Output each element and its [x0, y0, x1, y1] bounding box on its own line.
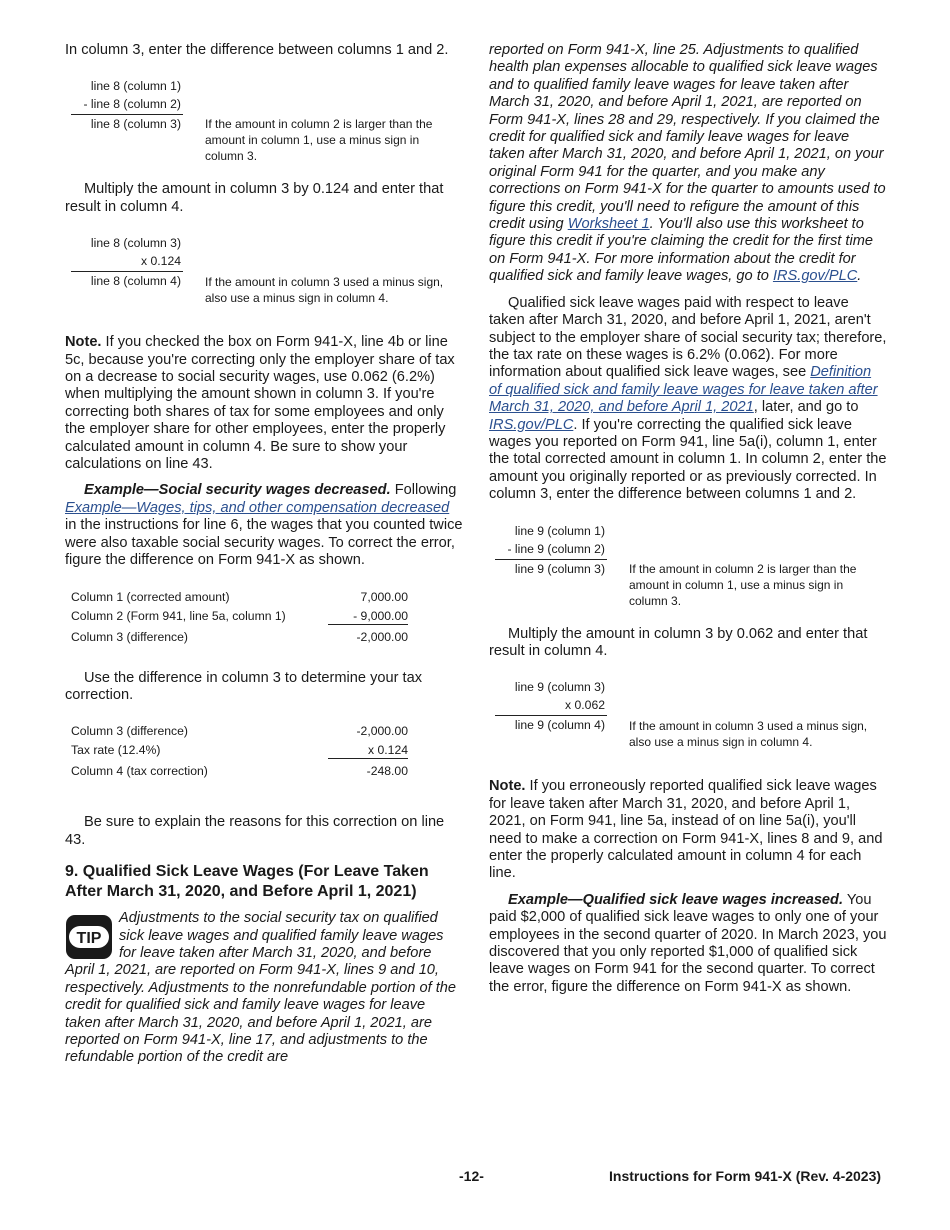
calc-table-line9-mult	[489, 678, 887, 758]
row-desc: Column 3 (difference)	[71, 629, 188, 644]
paragraph: Be sure to explain the reasons for this correction on line 43.	[65, 814, 445, 848]
row-desc: Column 2 (Form 941, line 5a, column 1)	[71, 608, 286, 623]
paragraph	[489, 295, 887, 504]
calc-line: line 9 (column 3)	[514, 561, 605, 576]
calc-line: line 9 (column 4)	[514, 718, 605, 733]
irs-plc-link[interactable]: IRS.gov/PLC	[772, 268, 858, 285]
paragraph: Multiply the amount in column 3 by 0.062 and enter that result in column 4.	[489, 625, 868, 659]
row-desc: Tax rate (12.4%)	[71, 743, 161, 758]
row-desc: Column 1 (corrected amount)	[71, 589, 230, 604]
note-text: If you erroneously reported qualified sick leave wages for leave taken after March 31, 2020, and before April 1, 2021, on Form 941, line 5a, instead of on line 5a(i), you'll need to make a correction on Form 941-X, lines 8 and 9, and enter the properly calculated amount in column 4 for each line.	[489, 778, 883, 882]
calc-line: x 0.124	[141, 254, 181, 269]
table-row	[65, 722, 408, 740]
tip-continuation	[489, 42, 887, 286]
tip-cont-text: reported on Form 941-X, line 25. Adjustments to qualified health plan expenses allocable to qualified sick leave wages and to qualified family leave wages for leave taken after March 31, 2020, and before April 1, 2021, are reported on Form 941-X, lines 28 and 29, respectively. If you claimed the credit for qualified sick and family leave wages for leave taken after March 31, 2020, and before April 1, 2021, on your original Form 941 for the quarter, and you make any corrections on Form 941-X for the quarter to amounts used to figure this credit, you'll need to refigure the amount of this credit using	[489, 42, 886, 233]
note-label: Note.	[489, 778, 526, 795]
tip-box	[65, 910, 463, 1067]
paragraph: Multiply the amount in column 3 by 0.124 and enter that result in column 4.	[65, 181, 444, 215]
calc-line: line 8 (column 3)	[90, 236, 181, 251]
row-value: x 0.124	[328, 741, 408, 759]
tip-cont-text: .	[857, 268, 862, 285]
paragraph-text: . If you're correcting the qualified sick leave wages you reported on Form 941, line 5a(i), column 1, enter the total corrected amount in column 1. In column 2, enter the amount you originally reported or as previously corrected. In column 3, enter the difference between columns 1 and 2.	[489, 416, 887, 503]
calc-note: If the amount in column 2 is larger than the amount in column 1, use a minus sign in column 3.	[629, 561, 857, 608]
calc-line: line 9 (column 3)	[514, 680, 605, 695]
paragraph-text: , later, and go to	[753, 399, 859, 416]
calc-line: line 8 (column 3)	[90, 117, 181, 132]
example-text: You paid $2,000 of qualified sick leave wages to only one of your employees in the second quarter of 2020. In March 2023, you discovered that you only reported $1,000 of qualified sick leave wages on Form 941 for the second quarter. To correct the error, figure the difference on Form 941-X as shown.	[489, 891, 887, 995]
example-title: Example—Qualified sick leave wages increased.	[508, 891, 844, 908]
example-title: Example—Social security wages decreased.	[84, 482, 391, 499]
row-value: -2,000.00	[356, 724, 408, 739]
table-row	[65, 607, 408, 625]
note-text: If you checked the box on Form 941-X, line 4b or line 5c, because you're correcting only the employer share of tax on a decrease to social security wages, use 0.062 (6.2%) when multiplying the amount shown in column 3. If you're correcting both shares of tax for some employees and only the employer share for other employees, enter the properly calculated amount in column 4. Be sure to show your calculations on line 43.	[65, 334, 455, 473]
difference-table	[65, 588, 463, 646]
row-value: - 9,000.00	[328, 607, 408, 625]
example-link-wages-decreased[interactable]: Example—Wages, tips, and other compensation decreased	[65, 499, 450, 516]
document-title: Instructions for Form 941-X (Rev. 4-2023)	[609, 1168, 882, 1184]
page-number: -12-	[459, 1168, 484, 1184]
table-row	[65, 628, 408, 646]
tip-text: Adjustments to the social security tax on qualified sick leave wages and qualified family leave wages for leave taken after March 31, 2020, and before April 1, 2021, are reported on Form 941-X, lines 9 and 10, respectively. Adjustments to the nonrefundable portion of the credit for qualified sick and family leave wages for leave taken after March 31, 2020, and before April 1, 2021, are reported on Form 941-X, line 17, and adjustments to the refundable portion of the credit are	[65, 910, 457, 1066]
calc-line: - line 9 (column 2)	[507, 541, 605, 556]
table-row	[65, 762, 408, 780]
calc-table-line8-diff	[65, 77, 463, 164]
paragraph: Use the difference in column 3 to determine your tax correction.	[65, 669, 423, 703]
worksheet-1-link[interactable]: Worksheet 1	[567, 216, 650, 233]
calc-table-line9-diff	[489, 522, 887, 606]
calc-line: line 8 (column 1)	[90, 79, 181, 94]
note-paragraph	[489, 778, 887, 882]
tax-correction-table	[65, 722, 463, 780]
calc-line: line 8 (column 4)	[90, 274, 181, 289]
right-column	[489, 42, 887, 996]
table-row	[65, 588, 408, 606]
calc-note: If the amount in column 2 is larger than the amount in column 1, use a minus sign in column 3.	[205, 117, 433, 164]
calc-line: - line 8 (column 2)	[83, 97, 181, 112]
example-paragraph	[65, 482, 463, 569]
example-pre: Following	[394, 482, 457, 499]
tip-icon	[65, 914, 113, 960]
table-row	[65, 741, 408, 759]
calc-note: If the amount in column 3 used a minus sign, also use a minus sign in column 4.	[629, 719, 868, 750]
note-paragraph	[65, 334, 463, 473]
paragraph-text: Qualified sick leave wages paid with respect to leave taken after March 31, 2020, and before April 1, 2021, aren't subject to the employer share of social security tax; therefore, the tax rate on these wages is 6.2% (0.062). For more information about qualified sick leave wages, see	[489, 294, 887, 381]
left-column	[65, 42, 463, 1067]
irs-plc-link[interactable]: IRS.gov/PLC	[489, 416, 574, 433]
calc-table-line8-mult	[65, 234, 463, 314]
calc-line: x 0.062	[565, 698, 605, 713]
definition-link[interactable]: Definition of qualified sick and family leave wages for leave taken after March 31, 2020, and before April 1, 2021	[489, 364, 878, 416]
tip-cont-text: . You'll also use this worksheet to figure this credit if you're claiming the credit for the first time on Form 941-X. For more information about the credit for qualified sick and family leave wages, go to	[489, 216, 873, 285]
example-post: in the instructions for line 6, the wages that you counted twice were also taxable social security wages. To correct the error, figure the difference on Form 941-X as shown.	[65, 517, 463, 569]
row-value: 7,000.00	[360, 589, 408, 604]
example-paragraph	[489, 892, 887, 996]
calc-note: If the amount in column 3 used a minus sign, also use a minus sign in column 4.	[205, 275, 444, 306]
note-label: Note.	[65, 334, 102, 351]
calc-line: line 9 (column 1)	[514, 523, 605, 538]
section-heading-9: 9. Qualified Sick Leave Wages (For Leave Taken After March 31, 2020, and Before April 1, 2021)	[65, 863, 429, 901]
row-value: -2,000.00	[356, 629, 408, 644]
paragraph: In column 3, enter the difference between columns 1 and 2.	[65, 42, 449, 58]
svg-text:TIP: TIP	[76, 930, 102, 948]
row-value: -248.00	[366, 764, 408, 779]
row-desc: Column 3 (difference)	[71, 724, 188, 739]
row-desc: Column 4 (tax correction)	[71, 764, 208, 779]
